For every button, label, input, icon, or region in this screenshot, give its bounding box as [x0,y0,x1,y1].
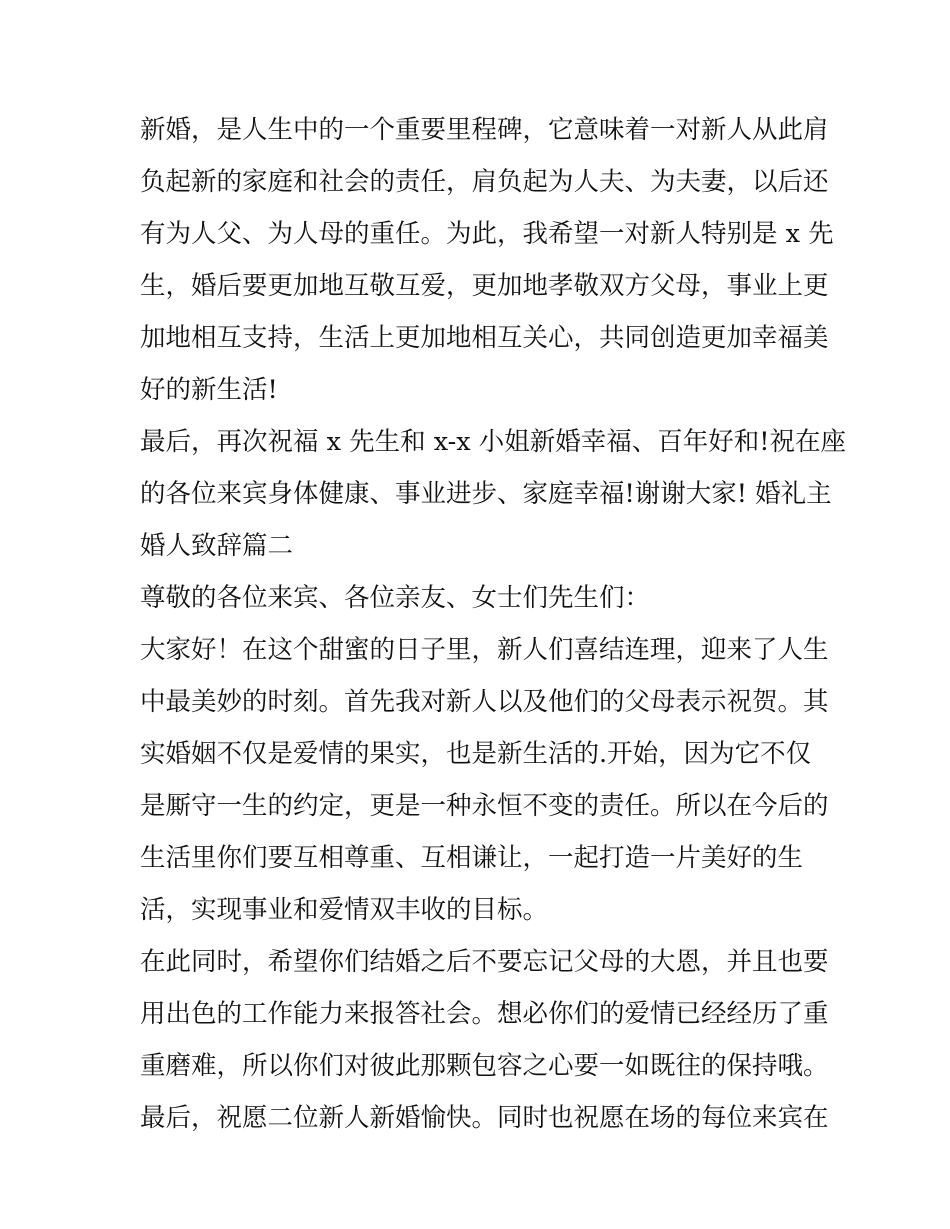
document-body [140,104,846,1144]
text-line: 最后，祝愿二位新人新婚愉快。同时也祝愿在场的每位来宾在 [140,1103,829,1133]
text-line: 重磨难，所以你们对彼此那颗包容之心要一如既往的保持哦。 [140,1051,829,1081]
text-line: 生，婚后要更加地互敬互爱，更加地孝敬双方父母，事业上更 [140,271,829,301]
text-line: 好的新生活! [140,375,278,405]
text-line: 最后，再次祝福 x 先生和 x-x 小姐新婚幸福、百年好和!祝在座 [140,427,846,457]
salutation-line: 尊敬的各位来宾、各位亲友、女士们先生们： [140,583,651,613]
text-line: 负起新的家庭和社会的责任，肩负起为人夫、为夫妻，以后还 [140,167,829,197]
text-line: 实婚姻不仅是爱情的果实，也是新生活的.开始，因为它不仅 [140,739,812,769]
text-line: 的各位来宾身体健康、事业进步、家庭幸福!谢谢大家! 婚礼主 [140,479,832,509]
text-line: 大家好！在这个甜蜜的日子里，新人们喜结连理，迎来了人生 [140,635,829,665]
text-line: 在此同时，希望你们结婚之后不要忘记父母的大恩，并且也要 [140,947,829,977]
section-heading-line: 婚人致辞篇二 [140,531,294,561]
text-line: 是厮守一生的约定，更是一种永恒不变的责任。所以在今后的 [140,791,829,821]
text-line: 生活里你们要互相尊重、互相谦让，一起打造一片美好的生 [140,843,804,873]
text-line: 新婚，是人生中的一个重要里程碑，它意味着一对新人从此肩 [140,115,829,145]
text-line: 有为人父、为人母的重任。为此，我希望一对新人特别是 x 先 [140,219,834,249]
text-line: 用出色的工作能力来报答社会。想必你们的爱情已经经历了重 [140,999,829,1029]
text-line: 活，实现事业和爱情双丰收的目标。 [140,895,549,925]
text-line: 加地相互支持，生活上更加地相互关心，共同创造更加幸福美 [140,323,829,353]
text-line: 中最美妙的时刻。首先我对新人以及他们的父母表示祝贺。其 [140,687,829,717]
